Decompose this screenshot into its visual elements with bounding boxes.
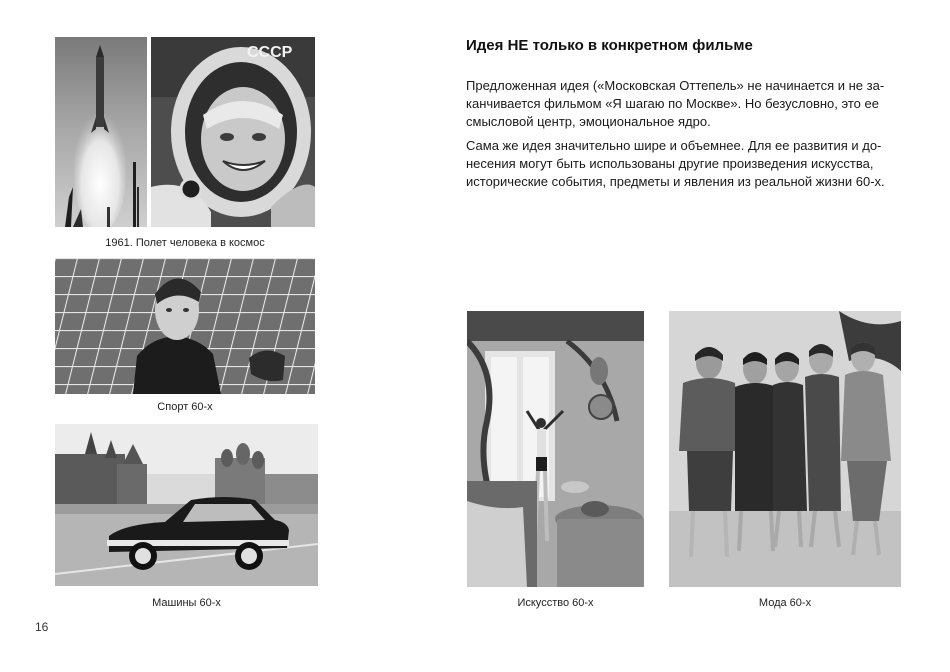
cars-red-square-photo — [55, 424, 318, 586]
paragraph-2 — [466, 137, 906, 191]
sport-goalkeeper-photo — [55, 258, 315, 394]
space-caption: 1961. Полет человека в космос — [105, 237, 265, 249]
paragraph-1-line-2: канчивается фильмом «Я шагаю по Москве». Но безусловно, это ее — [466, 96, 879, 111]
fashion-women-photo — [669, 311, 901, 587]
paragraph-1 — [466, 77, 906, 131]
paragraph-1-line-1: Предложенная идея («Московская Оттепель» не начинается и не за- — [466, 78, 885, 93]
art-painting-photo — [467, 311, 644, 587]
sport-caption: Спорт 60-х — [157, 401, 213, 413]
gagarin-portrait-photo — [151, 37, 315, 227]
paragraph-1-line-3: смысловой центр, эмоциональное ядро. — [466, 114, 711, 129]
page-number: 16 — [35, 620, 49, 634]
paragraph-2-line-2: несения могут быть использованы другие произведения искусства, — [466, 156, 874, 171]
art-caption: Искусство 60-х — [517, 597, 594, 609]
fashion-caption: Мода 60-х — [758, 597, 812, 609]
cars-caption: Машины 60-х — [152, 597, 221, 609]
paragraph-2-line-3: исторические события, предметы и явления из реальной жизни 60-х. — [466, 174, 885, 189]
paragraph-2-line-1: Сама же идея значительно шире и объемнее. Для ее развития и до- — [466, 138, 882, 153]
page-heading: Идея НЕ только в конкретном фильме — [466, 37, 753, 54]
rocket-launch-photo — [55, 37, 147, 227]
svg-text:СССР: СССР — [247, 44, 293, 61]
